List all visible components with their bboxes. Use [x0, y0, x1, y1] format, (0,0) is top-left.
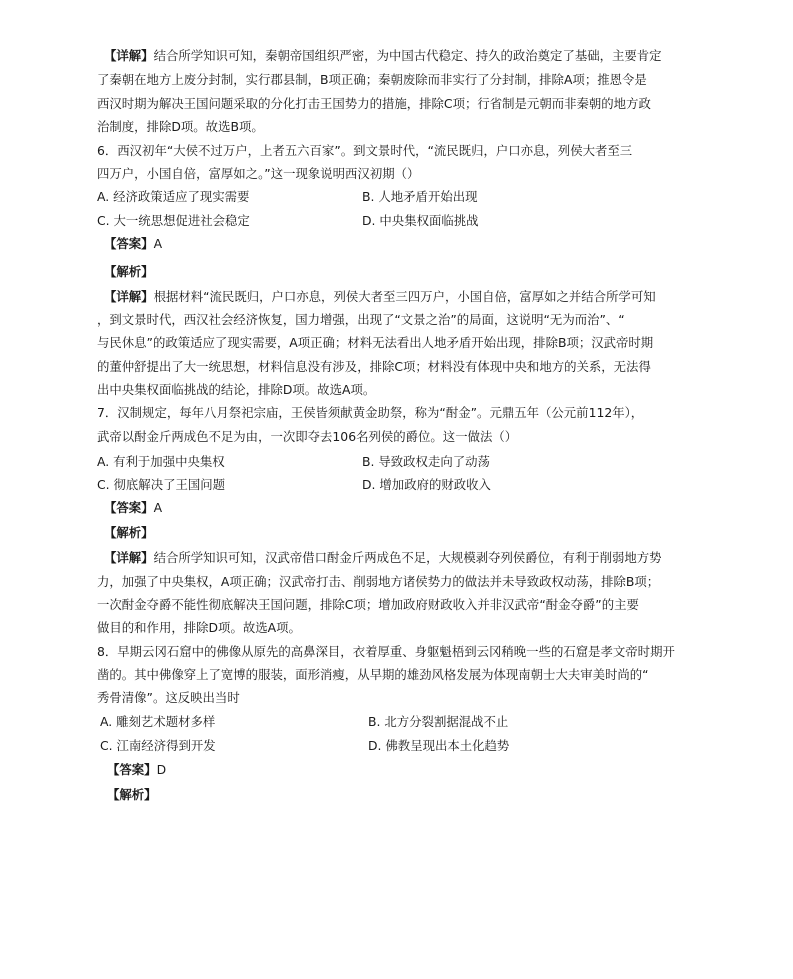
q6-detail-line-1: 【详解】根据材料“流民既归，户口亦息，列侯大者至三四万户，小国自倍，富厚如之并结合所学可知 — [104, 289, 656, 304]
q6-option-b: B. 人地矛盾开始出现 — [362, 189, 478, 204]
q5-detail-line-1: 【详解】结合所学知识可知，秦朝帝国组织严密，为中国古代稳定、持久的政治奠定了基础，主要肯定 — [104, 48, 662, 63]
q7-detail-line-3: 一次酎金夺爵不能性彻底解决王国问题，排除C项；增加政府财政收入并非汉武帝“酎金夺爵”的主要 — [97, 597, 639, 612]
q8-stem-line-3: 秀骨清像”。这反映出当时 — [97, 690, 240, 705]
q6-stem-line-2: 四万户，小国自倍，富厚如之。”这一现象说明西汉初期（） — [97, 166, 420, 181]
q7-stem-line-1: 7．汉制规定，每年八月祭祀宗庙，王侯皆须献黄金助祭，称为“酎金”。元鼎五年（公元前112年）， — [97, 405, 644, 420]
q6-detail-line-3: 与民休息”的政策适应了现实需要，A项正确；材料无法看出人地矛盾开始出现，排除B项；汉武帝时期 — [97, 335, 654, 350]
q6-option-a: A. 经济政策适应了现实需要 — [97, 189, 250, 204]
q5-detail-line-2: 了秦朝在地方上废分封制，实行郡县制，B项正确；秦朝废除而非实行了分封制，排除A项；推恩令是 — [97, 72, 647, 87]
q5-detail-line-3: 西汉时期为解决王国问题采取的分化打击王国势力的措施，排除C项；行省制是元朝而非秦朝的地方政 — [97, 96, 651, 111]
q6-answer: 【答案】A — [104, 236, 163, 251]
q6-analysis-heading: 【解析】 — [104, 264, 154, 279]
q8-analysis-heading: 【解析】 — [107, 787, 157, 802]
q6-detail-line-2: ，到文景时代，西汉社会经济恢复，国力增强，出现了“文景之治”的局面，这说明“无为而治”、“ — [97, 312, 625, 327]
q8-answer: 【答案】D — [107, 762, 167, 777]
q7-detail-line-1: 【详解】结合所学知识可知，汉武帝借口酎金斤两成色不足，大规模剥夺列侯爵位，有利于削弱地方势 — [104, 550, 662, 565]
q7-option-b: B. 导致政权走向了动荡 — [362, 454, 490, 469]
q6-detail-line-4: 的董仲舒提出了大一统思想，材料信息没有涉及，排除C项；材料没有体现中央和地方的关系，无法得 — [97, 359, 651, 374]
q6-stem-line-1: 6．西汉初年“大侯不过万户，上者五六百家”。到文景时代，“流民既归，户口亦息，列侯大者至三 — [97, 143, 633, 158]
q6-option-d: D. 中央集权面临挑战 — [362, 213, 479, 228]
q7-option-c: C. 彻底解决了王国问题 — [97, 477, 226, 492]
q7-option-a: A. 有利于加强中央集权 — [97, 454, 225, 469]
q8-option-c: C. 江南经济得到开发 — [100, 738, 216, 753]
q6-detail-line-5: 出中央集权面临挑战的结论，排除D项。故选A项。 — [97, 382, 376, 397]
q8-stem-line-2: 凿的。其中佛像穿上了宽博的服装，面形消瘦，从早期的雄劲风格发展为体现南朝士大夫审美时尚的“ — [97, 667, 649, 682]
q7-detail-line-4: 做目的和作用，排除D项。故选A项。 — [97, 620, 301, 635]
q7-stem-line-2: 武帝以酎金斤两成色不足为由，一次即夺去106名列侯的爵位。这一做法（） — [97, 429, 518, 444]
q7-analysis-heading: 【解析】 — [104, 525, 154, 540]
q8-option-a: A. 雕刻艺术题材多样 — [100, 714, 216, 729]
q7-answer: 【答案】A — [104, 500, 163, 515]
q8-stem-line-1: 8．早期云冈石窟中的佛像从原先的高鼻深目，衣着厚重、身躯魁梧到云冈稍晚一些的石窟是孝文帝时期开 — [97, 644, 675, 659]
q8-option-d: D. 佛教呈现出本土化趋势 — [368, 738, 510, 753]
q7-detail-line-2: 力，加强了中央集权，A项正确；汉武帝打击、削弱地方诸侯势力的做法并未导致政权动荡，排除B项； — [97, 574, 660, 589]
q5-detail-line-4: 治制度，排除D项。故选B项。 — [97, 119, 264, 134]
q6-option-c: C. 大一统思想促进社会稳定 — [97, 213, 250, 228]
q7-option-d: D. 增加政府的财政收入 — [362, 477, 491, 492]
q8-option-b: B. 北方分裂割据混战不止 — [368, 714, 509, 729]
